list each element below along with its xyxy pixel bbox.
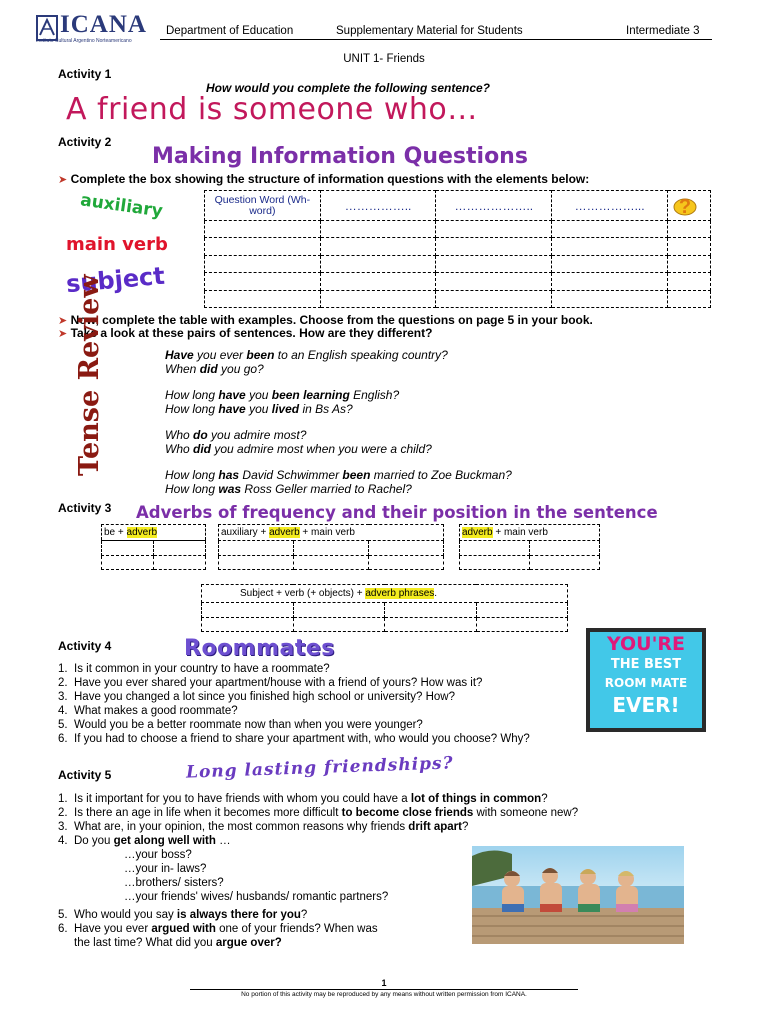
friends-photo	[472, 846, 684, 944]
header-material: Supplementary Material for Students	[336, 25, 523, 37]
table-row	[205, 221, 711, 238]
activity1-label: Activity 1	[58, 67, 112, 81]
activity5-title: Long lasting friendships?	[185, 753, 454, 783]
table-row	[205, 290, 711, 307]
svg-text:?: ?	[678, 196, 692, 217]
list-item: 3. What are, in your opinion, the most common reasons why friends drift apart?	[58, 821, 469, 833]
friends-photo-illustration	[472, 846, 684, 944]
icana-logo	[36, 12, 160, 44]
unit-title: UNIT 1- Friends	[343, 53, 425, 65]
list-item: 2. Is there an age in life when it becomes more difficult to become close friends with someone new?	[58, 807, 579, 819]
question-structure-table	[204, 190, 711, 308]
header-department: Department of Education	[166, 25, 294, 37]
activity2-title: Making Information Questions	[152, 144, 528, 169]
table-header-2: ……………..	[320, 191, 436, 221]
adverb-box-be: be + adverb	[101, 524, 206, 570]
activity2-instruction2: ➤ Now, complete the table with examples. Choose from the questions on page 5 in your book.	[58, 313, 593, 327]
header-level: Intermediate 3	[626, 25, 700, 37]
list-item: the last time? What did you argue over?	[74, 937, 282, 949]
sentence-3: How long have you been learning English?	[165, 388, 400, 402]
adverb-highlight: adverb	[269, 526, 300, 538]
roommate-poster: YOU'RE THE BEST ROOM MATE EVER!	[590, 632, 702, 728]
sentence-4: How long have you lived in Bs As?	[165, 402, 353, 416]
element-auxiliary: auxiliary	[79, 190, 164, 222]
list-item: …your friends' wives/ husbands/ romantic partners?	[124, 891, 389, 903]
list-item: …brothers/ sisters?	[124, 877, 224, 889]
sentence-8: How long was Ross Geller married to Rachel?	[165, 482, 412, 496]
activity3-label: Activity 3	[58, 501, 112, 515]
sentence-7: How long has David Schwimmer been married to Zoe Buckman?	[165, 468, 512, 482]
activity3-title: Adverbs of frequency and their position in the sentence	[136, 503, 658, 522]
activity5-label: Activity 5	[58, 768, 112, 782]
activity4-title: Roommates	[184, 636, 335, 661]
sentence-2: When did you go?	[165, 362, 264, 376]
activity2-instruction3: ➤ Take a look at these pairs of sentences. How are they different?	[58, 326, 433, 340]
footer-rule	[190, 989, 578, 990]
activity4-questions	[58, 662, 638, 746]
activity2-instruction-text: Complete the box showing the structure of information questions with the elements below:	[70, 172, 590, 186]
list-item: 1. Is it common in your country to have a roommate?	[58, 663, 330, 675]
adverb-box-auxiliary: auxiliary + adverb + main verb	[218, 524, 444, 570]
bullet-arrow-icon: ➤	[58, 315, 68, 327]
list-item: 4. What makes a good roommate?	[58, 705, 238, 717]
list-item: 5. Would you be a better roommate now than when you were younger?	[58, 719, 423, 731]
bullet-arrow-icon: ➤	[58, 174, 68, 186]
list-item: 6. Have you ever argued with one of your friends? When was	[58, 923, 378, 935]
copyright-notice: No portion of this activity may be reproduced by any means without written permission from ICANA.	[241, 991, 527, 998]
adverb-box-main-verb: adverb + main verb	[459, 524, 600, 570]
table-header-wh: Question Word (Wh-word)	[205, 191, 321, 221]
logo-subtitle: Instituto Cultural Argentino Norteamericano	[36, 38, 132, 44]
activity2-instruction	[58, 172, 589, 186]
list-item: …your in- laws?	[124, 863, 207, 875]
list-item: 1. Is it important for you to have friends with whom you could have a lot of things in common?	[58, 793, 548, 805]
page-number: 1	[381, 978, 387, 988]
adverb-highlight: adverb phrases	[365, 587, 435, 599]
list-item: 2. Have you ever shared your apartment/house with a friend of yours? How was it?	[58, 677, 483, 689]
sentence-6: Who did you admire most when you were a child?	[165, 442, 432, 456]
table-row	[205, 255, 711, 272]
list-item: 3. Have you changed a lot since you finished high school or university? How?	[58, 691, 455, 703]
adverb-highlight: adverb	[126, 526, 158, 538]
bullet-arrow-icon: ➤	[58, 328, 68, 340]
activity2-label: Activity 2	[58, 135, 112, 149]
activity4-label: Activity 4	[58, 639, 112, 653]
logo-text: ICANA	[60, 11, 147, 38]
tense-review-label: Tense Review	[74, 274, 105, 476]
element-subject: subject	[64, 261, 166, 299]
question-mark-icon	[668, 191, 702, 217]
list-item: …your boss?	[124, 849, 192, 861]
list-item: 5. Who would you say is always there for you?	[58, 909, 308, 921]
header-rule	[160, 39, 712, 40]
sentence-1: Have you ever been to an English speaking country?	[165, 348, 448, 362]
question-mark-cell	[668, 191, 711, 221]
table-header-3: ………………..	[436, 191, 552, 221]
activity1-sentence: A friend is someone who…	[66, 92, 478, 127]
table-row	[205, 238, 711, 255]
tense-sentences	[165, 348, 585, 496]
sentence-5: Who do you admire most?	[165, 428, 307, 442]
table-header-4: ……………...	[552, 191, 668, 221]
element-main-verb: main verb	[66, 234, 168, 255]
table-row	[205, 273, 711, 290]
activity1-prompt: How would you complete the following sentence?	[206, 81, 491, 95]
header	[36, 12, 736, 44]
adverb-box-phrases: Subject + verb (+ objects) + adverb phrases.	[201, 584, 568, 632]
list-item: 6. If you had to choose a friend to share your apartment with, who would you choose? Why?	[58, 733, 530, 745]
adverb-highlight: adverb	[462, 526, 493, 538]
list-item: 4. Do you get along well with …	[58, 835, 231, 847]
